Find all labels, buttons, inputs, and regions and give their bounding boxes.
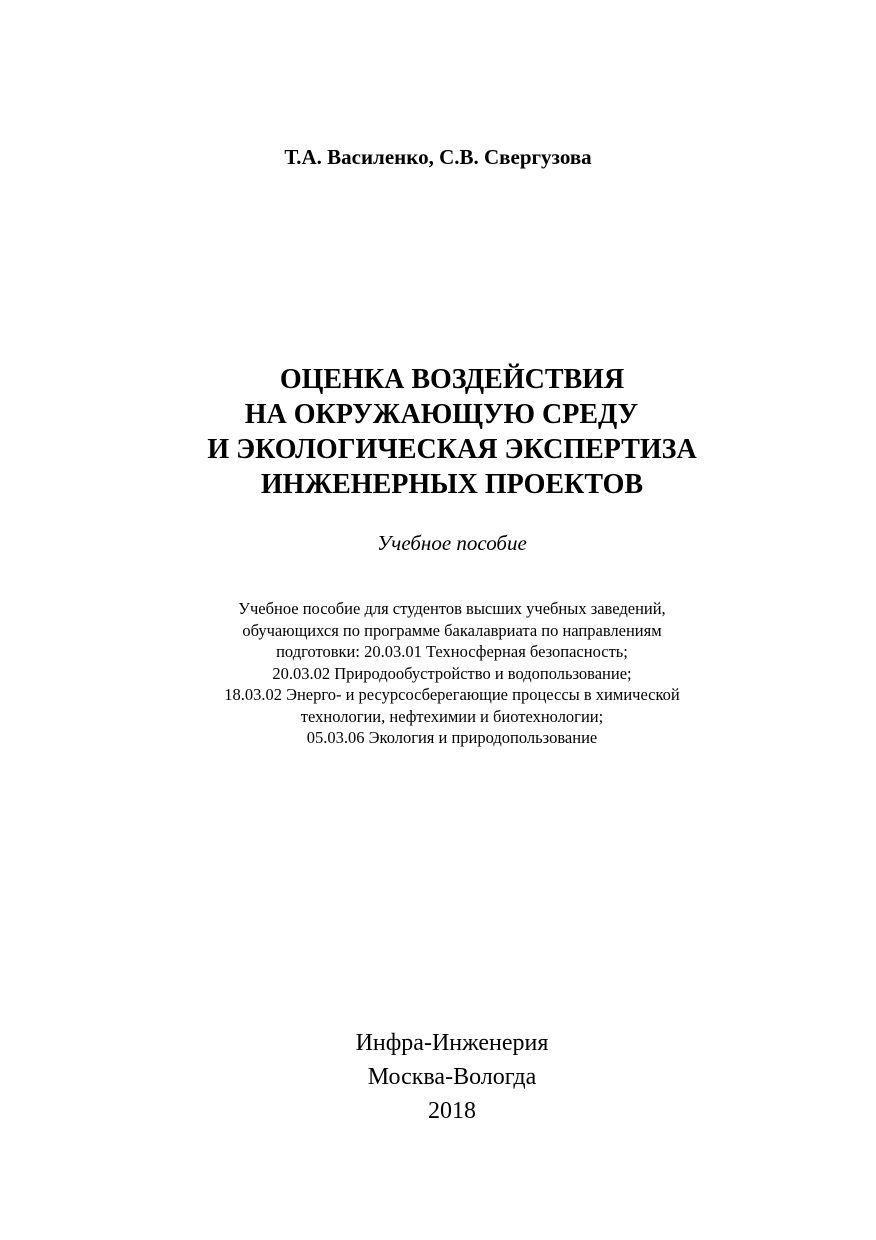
annotation-line: Учебное пособие для студентов высших учебных заведений,: [238, 599, 666, 618]
annotation-line: обучающихся по программе бакалавриата по направлениям: [242, 620, 662, 640]
publisher: Инфра-Инженерия: [355, 1030, 549, 1056]
annotation-line: 18.03.02 Энерго- и ресурсосберегающие процессы в химической: [224, 685, 680, 704]
annotation-line: 05.03.06 Экология и природопользование: [306, 728, 598, 747]
title-line: И ЭКОЛОГИЧЕСКАЯ ЭКСПЕРТИЗА: [207, 434, 697, 465]
title-line: ОЦЕНКА ВОЗДЕЙСТВИЯ: [279, 364, 625, 395]
annotation-line: 20.03.02 Природообустройство и водопользование;: [272, 663, 632, 683]
annotation-line: технологии, нефтехимии и биотехнологии;: [300, 706, 604, 726]
annotation-line: подготовки: 20.03.01 Техносферная безопасность;: [276, 642, 628, 661]
subtitle: Учебное пособие: [377, 531, 527, 555]
annotation: [0, 598, 876, 749]
title-line: ИНЖЕНЕРНЫХ ПРОЕКТОВ: [260, 469, 644, 500]
imprint: [0, 1026, 876, 1128]
book-title: [0, 362, 876, 502]
publication-city: Москва-Вологда: [367, 1064, 537, 1090]
title-line: НА ОКРУЖАЮЩУЮ СРЕДУ: [244, 399, 660, 430]
publication-year: 2018: [428, 1098, 476, 1124]
authors: Т.А. Василенко, С.В. Свергузова: [284, 145, 592, 169]
